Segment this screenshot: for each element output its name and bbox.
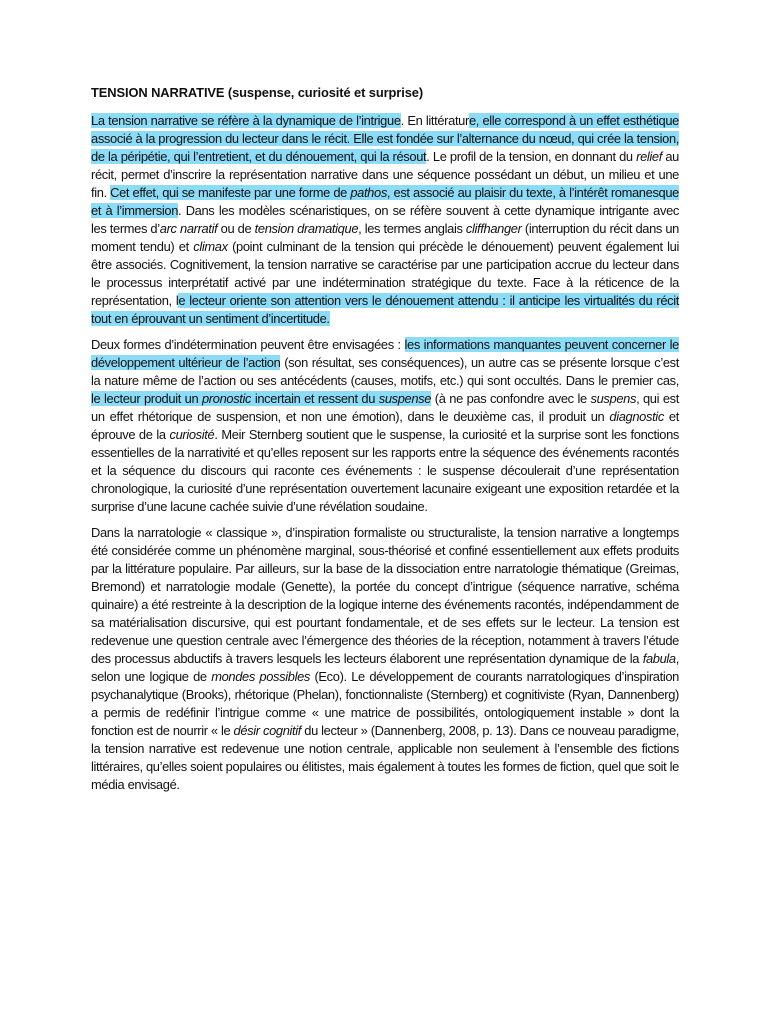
text-run: . Dans les modèles scénaristiques, on se réfère souvent à cette dynamique intrigante avec les termes d’ — [91, 203, 679, 236]
highlighted-text: Cet effet, qui se manifeste par une forme de — [110, 185, 351, 200]
text-run: relief — [636, 149, 662, 164]
text-run: curiosité — [169, 427, 215, 442]
text-run: climax — [193, 239, 228, 254]
text-run: Deux formes d’indétermination peuvent être envisagées : — [91, 337, 405, 352]
text-run: , selon une logique de — [91, 651, 679, 684]
highlighted-text: suspense — [378, 391, 432, 406]
text-run: tension dramatique — [254, 221, 359, 236]
document-page — [91, 84, 679, 802]
text-run: (son résultat, ses conséquences), un autre cas se présente lorsque c’est la nature même de l’action ou ses antécédents (causes, motifs, etc.) qui sont occultés. Dans le premier cas, — [91, 355, 679, 388]
text-run: (point culminant de la tension qui précède le dénouement) peuvent également lui être associés. Cognitivement, la tension narrative se caractérise par une participation accrue du lecteur dans le processus interprétatif activé par une indétermination stratégique du texte. Face à la réticence de la représentation, l — [91, 239, 679, 308]
highlighted-text: pronostic — [201, 391, 252, 406]
text-run: mondes possibles — [211, 669, 311, 684]
highlighted-text: le lecteur produit un — [91, 391, 202, 406]
text-run: diagnostic — [609, 409, 664, 424]
paragraph-1 — [91, 112, 679, 328]
highlighted-text: , est associé au plaisir du texte, à l’intérêt romanesque et à l’immersion — [91, 185, 679, 218]
text-run: au récit, permet d’inscrire la représentation narrative dans une séquence possédant un début, un milieu et une fin. — [91, 149, 680, 200]
text-run: et éprouve de la — [91, 409, 679, 442]
text-run: fabula — [642, 651, 676, 666]
text-run: . Meir Sternberg soutient que le suspense, la curiosité et la surprise sont les fonctions essentielles de la narrativité et qu’elles reposent sur les rapports entre la séquence des événements racontés et la séquence du discours qui raconte ces événements : le suspense découlerait d’une représentation chronologique, la curiosité d’une représentation ouvertement lacunaire exigeant une exposition retardée et la surprise d’une lacune cachée suivie d’une révélation soudaine. — [91, 427, 679, 514]
text-run: désir cognitif — [233, 723, 302, 738]
text-run: (Eco). Le développement de courants narratologiques d’inspiration psychanalytique (Brooks), rhétorique (Phelan), fonctionnaliste (Sternberg) et cognitiviste (Ryan, Dannenberg) a permis de redéfinir l’intrigue comme « une matrice de possibilités, ontologiquement instable » dont la fonction est de nourrir « le — [91, 669, 679, 738]
highlighted-text: La tension narrative se réfère à la dynamique de l’intrigue — [91, 113, 401, 128]
document-body — [91, 112, 679, 794]
highlighted-text: les informations manquantes peuvent concerner le développement ultérieur de l’action — [91, 337, 679, 370]
text-run: . En littératur — [400, 113, 469, 128]
paragraph-2 — [91, 336, 679, 516]
text-run: Dans la narratologie « classique », d’inspiration formaliste ou structuraliste, la tension narrative a longtemps été considérée comme un phénomène marginal, sous-théorisé et confiné essentiellement aux effets produits par la littérature populaire. Par ailleurs, sur la base de la dissociation entre narratologie thématique (Greimas, Bremond) et narratologie modale (Genette), la portée du concept d’intrigue (séquence narrative, schéma quinaire) a été restreinte à la description de la logique interne des événements racontés, indépendamment de sa matérialisation discursive, qui est pourtant fondamentale, et de ses effets sur le lecteur. La tension est redevenue une question centrale avec l’émergence des théories de la réception, notamment à travers l’étude des processus abductifs à travers lesquels les lecteurs élaborent une représentation dynamique de la — [91, 525, 679, 666]
text-run: cliffhanger — [465, 221, 522, 236]
text-run: (interruption du récit dans un moment tendu) et — [91, 221, 679, 254]
text-run: (à ne pas confondre avec le — [431, 391, 591, 406]
text-run: , qui est un effet rhétorique de suspension, et non une émotion), dans le deuxième cas, il produit un — [91, 391, 679, 424]
text-run: suspens — [590, 391, 637, 406]
highlighted-text: pathos — [350, 185, 387, 200]
highlighted-text: incertain et ressent du — [251, 391, 379, 406]
text-run: du lecteur » (Dannenberg, 2008, p. 13). Dans ce nouveau paradigme, la tension narrative est redevenue une notion centrale, applicable non seulement à l’ensemble des fictions littéraires, qu’elles soient populaires ou élitistes, mais également à toutes les formes de fiction, quel que soit le média envisagé. — [91, 723, 679, 792]
document-title: TENSION NARRATIVE (suspense, curiosité et surprise) — [91, 85, 424, 100]
highlighted-text: e lecteur oriente son attention vers le dénouement attendu : il anticipe les virtualités du récit tout en éprouvant un sentiment d’incertitude. — [91, 293, 679, 326]
text-run: , les termes anglais — [358, 221, 466, 236]
highlighted-text: e, elle correspond à un effet esthétique associé à la progression du lecteur dans le récit. Elle est fondée sur l’alternance du nœud, qui crée la tension, de la péripétie, qui l’entretient, et du dénouement, qui la résout — [91, 113, 679, 164]
text-run: arc narratif — [159, 221, 218, 236]
paragraph-3 — [91, 524, 679, 794]
text-run: . Le profil de la tension, en donnant du — [426, 149, 637, 164]
text-run: ou de — [217, 221, 255, 236]
